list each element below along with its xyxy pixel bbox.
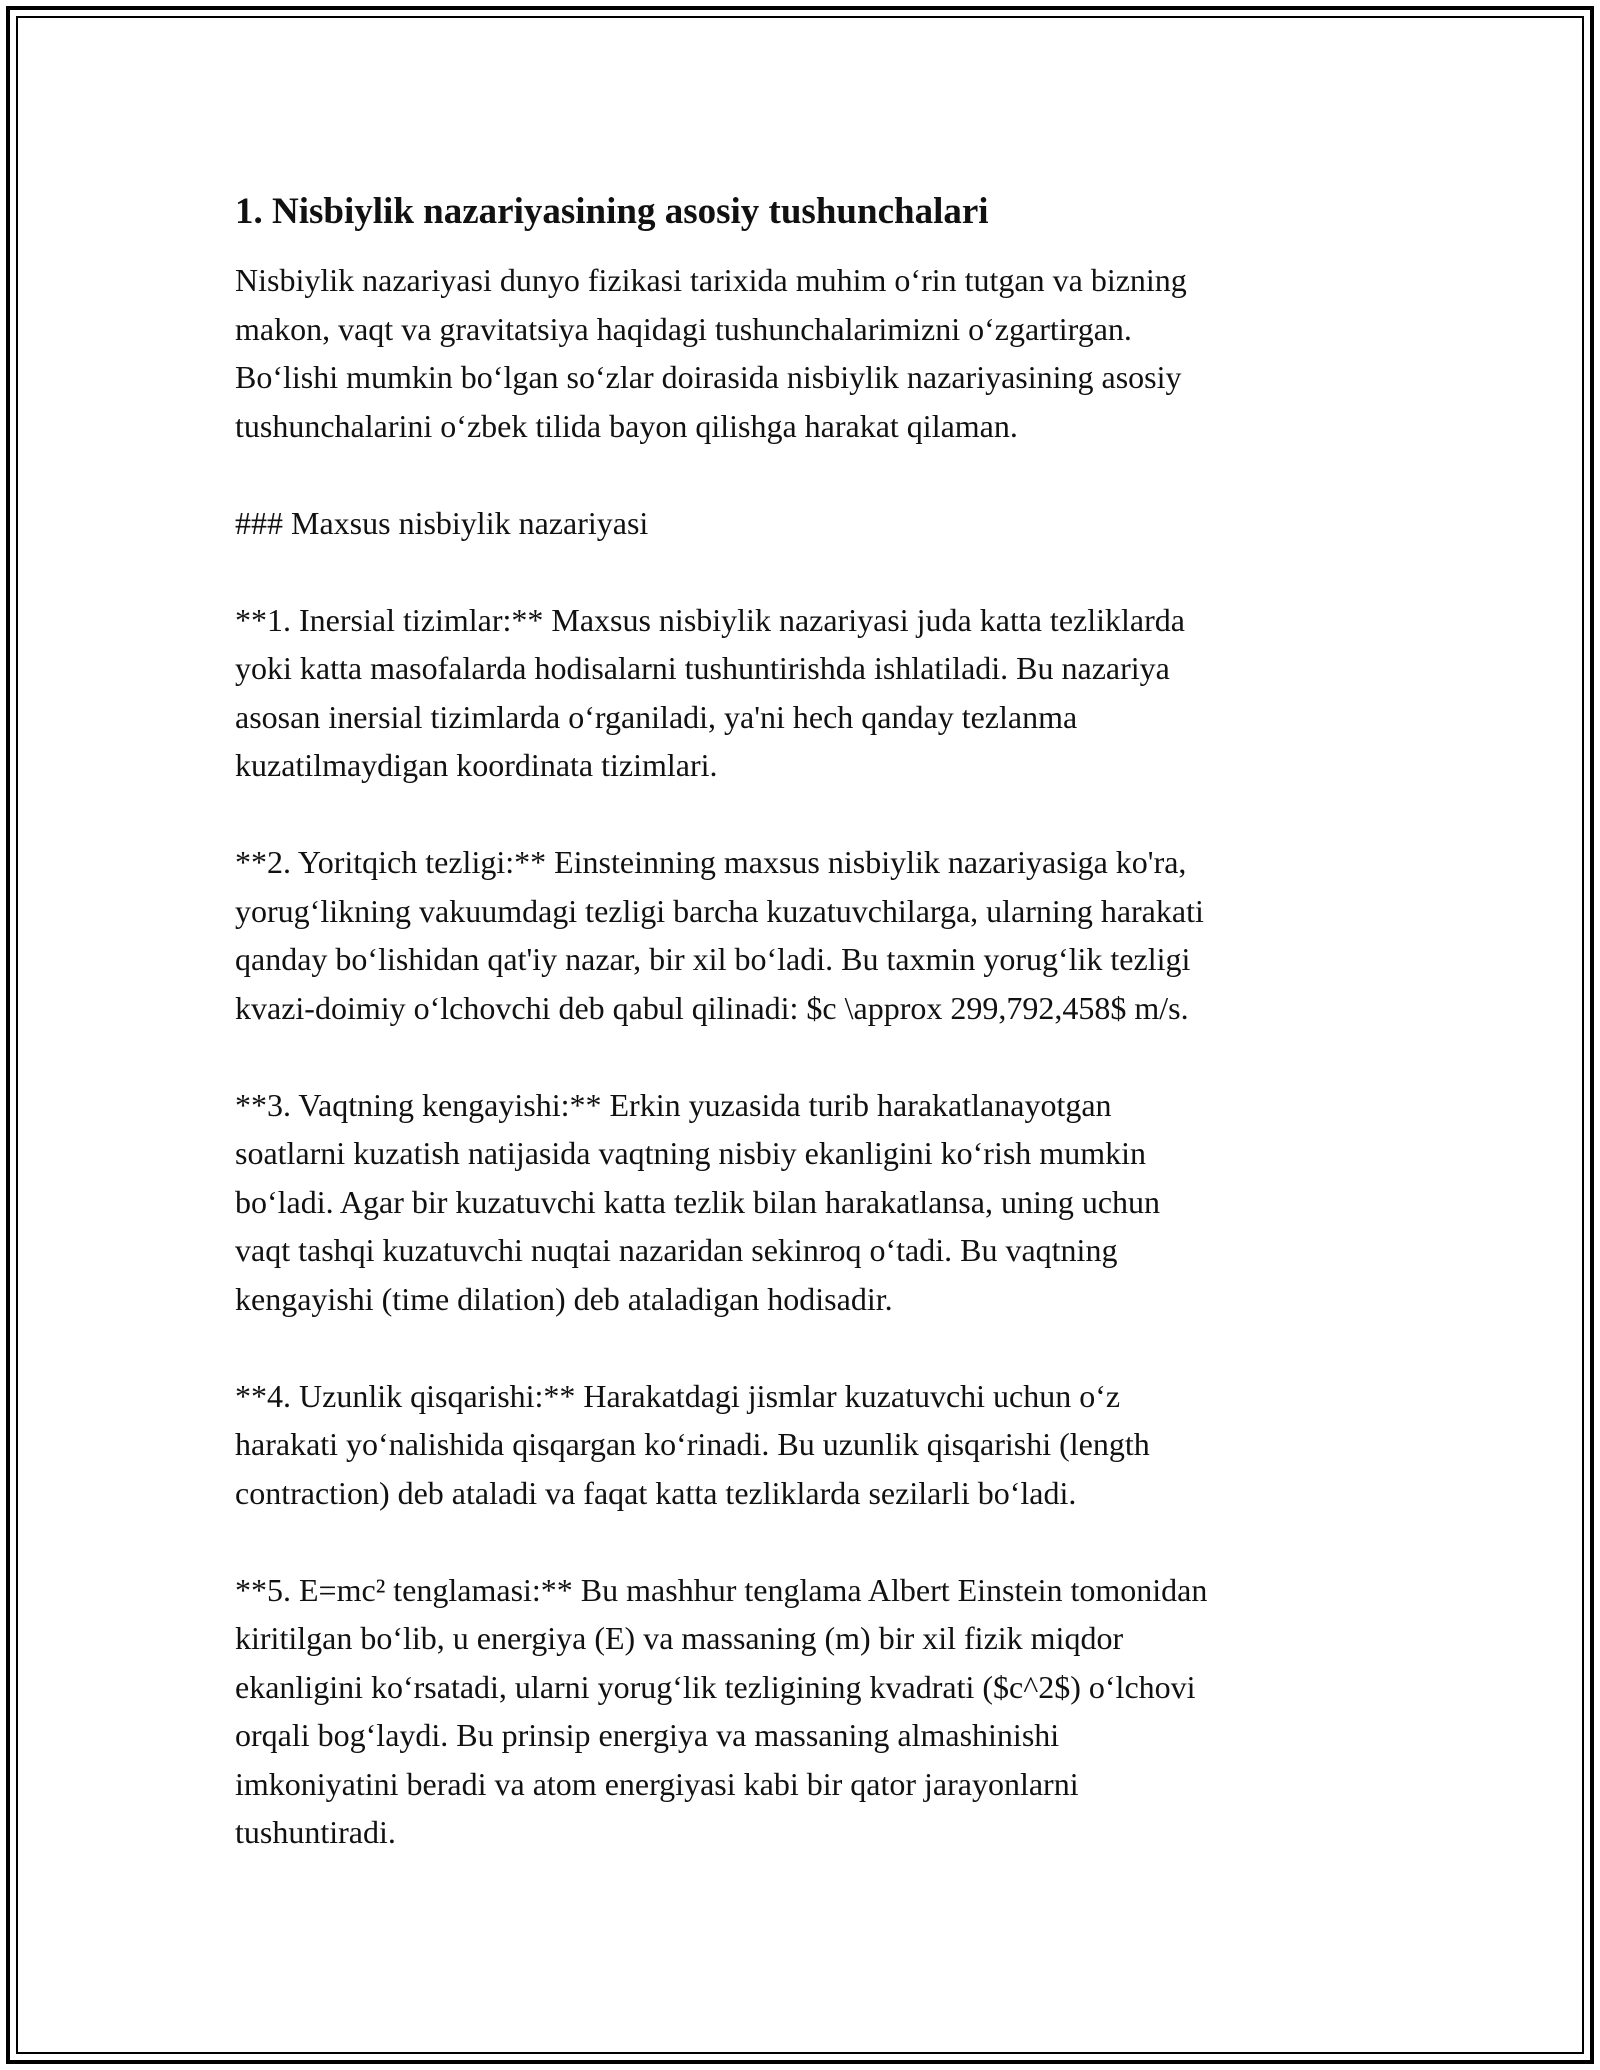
- paragraph-time-dilation: **3. Vaqtning kengayishi:** Erkin yuzasida turib harakatlanayotgan soatlarni kuzatish natijasida vaqtning nisbiy ekanligini ko‘rish mumkin bo‘ladi. Agar bir kuzatuvchi katta tezlik bilan harakatlansa, uning uchun vaqt tashqi kuzatuvchi nuqtai nazaridan sekinroq o‘tadi. Bu vaqtning kengayishi (time dilation) deb ataladigan hodisadir.: [235, 1086, 1161, 1317]
- section-heading-special-relativity: ### Maxsus nisbiylik nazariyasi: [235, 504, 649, 541]
- paragraph-inertial-frames: **1. Inersial tizimlar:** Maxsus nisbiylik nazariyasi juda katta tezliklarda yoki katta masofalarda hodisalarni tushuntirishda ishlatiladi. Bu nazariya asosan inersial tizimlarda o‘rganiladi, ya'ni hech qanday tezlanma kuzatilmaydigan koordinata tizimlari.: [235, 601, 1185, 783]
- document-body: [235, 186, 1365, 1905]
- paragraph-speed-of-light: **2. Yoritqich tezligi:** Einsteinning maxsus nisbiylik nazariyasiga ko'ra, yorug‘likning vakuumdagi tezligi barcha kuzatuvchilarga, ularning harakati qanday bo‘lishidan qat'iy nazar, bir xil bo‘ladi. Bu taxmin yorug‘lik tezligi kvazi-doimiy o‘lchovchi deb qabul qilinadi: $c \approx 299,792,458$ m/s.: [235, 844, 1204, 1026]
- intro-paragraph: Nisbiylik nazariyasi dunyo fizikasi tarixida muhim o‘rin tutgan va bizning makon, vaqt va gravitatsiya haqidagi tushunchalarimizni o‘zgartirgan. Bo‘lishi mumkin bo‘lgan so‘zlar doirasida nisbiylik nazariyasining asosiy tushunchalarini o‘zbek tilida bayon qilishga harakat qilaman.: [235, 262, 1187, 444]
- paragraph-length-contraction: **4. Uzunlik qisqarishi:** Harakatdagi jismlar kuzatuvchi uchun o‘z harakati yo‘nalishida qisqargan ko‘rinadi. Bu uzunlik qisqarishi (length contraction) deb ataladi va faqat katta tezliklarda sezilarli bo‘ladi.: [235, 1377, 1150, 1511]
- document-title: 1. Nisbiylik nazariyasining asosiy tushunchalari: [235, 191, 989, 232]
- paragraph-mass-energy: **5. E=mc² tenglamasi:** Bu mashhur tenglama Albert Einstein tomonidan kiritilgan bo‘lib, u energiya (E) va massaning (m) bir xil fizik miqdor ekanligini ko‘rsatadi, ularni yorug‘lik tezligining kvadrati ($c^2$) o‘lchovi orqali bog‘laydi. Bu prinsip energiya va massaning almashinishi imkoniyatini beradi va atom energiyasi kabi bir qator jarayonlarni tushuntiradi.: [235, 1571, 1208, 1850]
